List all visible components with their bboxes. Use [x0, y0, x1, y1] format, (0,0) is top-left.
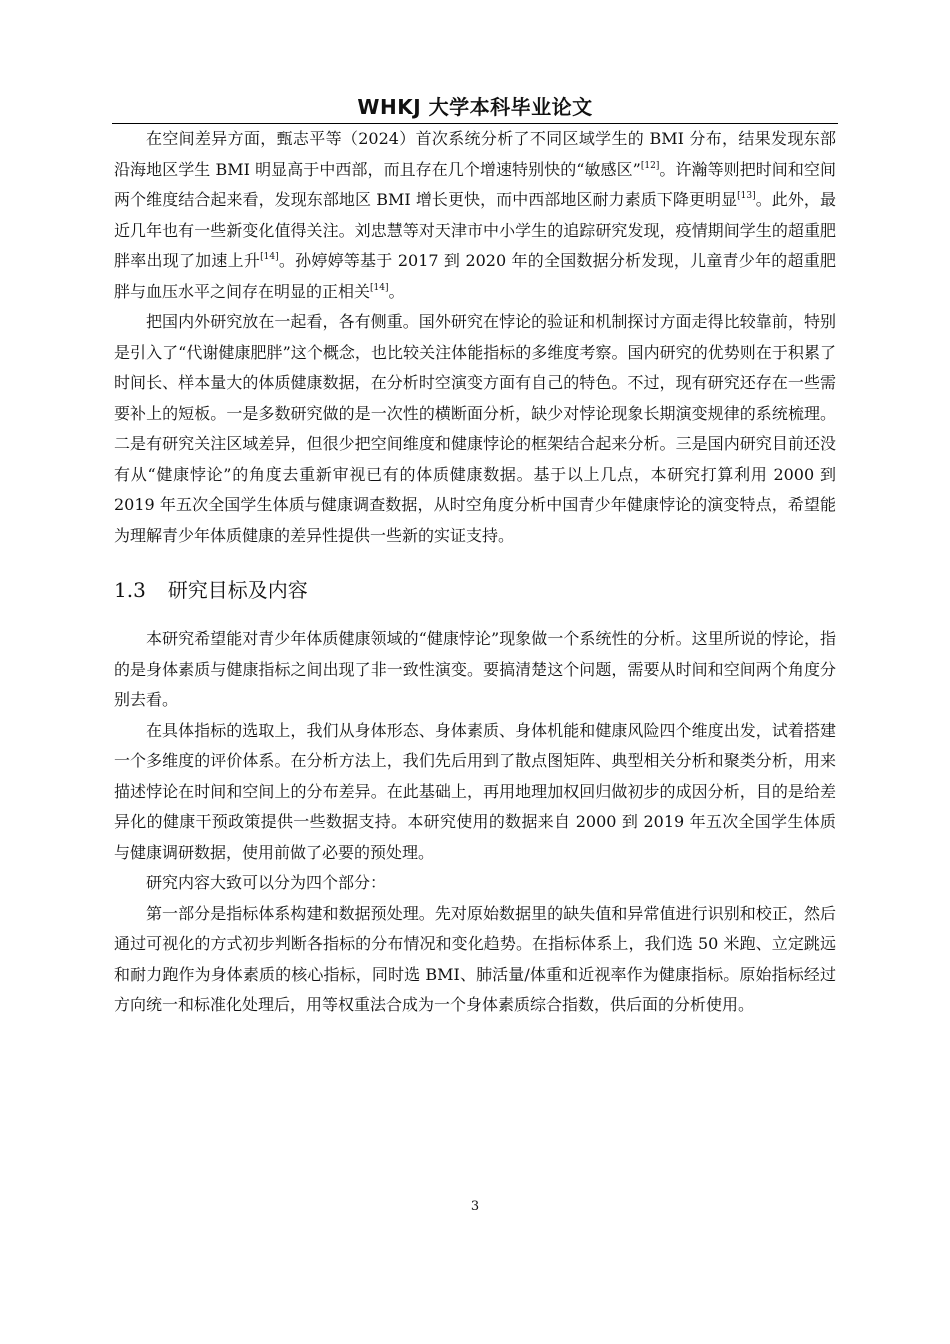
- citation-ref: [14]: [370, 282, 389, 293]
- paragraph-text: 把国内外研究放在一起看，各有侧重。国外研究在悖论的验证和机制探讨方面走得比较靠前，特别是引入了“代谢健康肥胖”这个概念，也比较关注体能指标的多维度考察。国内研究的优势则在于积累了时间长、样本量大的体质健康数据，在分析时空演变方面有自己的特色。不过，现有研究还存在一些需要补上的短板。一是多数研究做的是一次性的横断面分析，缺少对悖论现象长期演变规律的系统梳理。二是有研究关注区域差异，但很少把空间维度和健康悖论的框架结合起来分析。三是国内研究目前还没有从“健康悖论”的角度去重新审视已有的体质健康数据。基于以上几点，本研究打算利用 2000 到 2019 年五次全国学生体质与健康调查数据，从时空角度分析中国青少年健康悖论的演变特点，希望能为理解青少年体质健康的差异性提供一些新的实证支持。: [114, 312, 836, 545]
- body-paragraph: [114, 899, 836, 1021]
- paragraph-text: 。此外，最近几年也有一些新变化值得关注。刘忠慧等对天津市中小学生的追踪研究发现，疫情期间学生的超重肥胖率出现了加速上升: [114, 190, 836, 270]
- body-paragraph: [114, 307, 836, 551]
- section-heading: [114, 576, 836, 604]
- paragraph-text: 在空间差异方面，甄志平等（2024）首次系统分析了不同区域学生的 BMI 分布，结果发现东部沿海地区学生 BMI 明显高于中西部，而且存在几个增速特别快的“敏感区”: [114, 129, 836, 179]
- body-paragraph: [114, 124, 836, 307]
- section-title: 研究目标及内容: [167, 578, 308, 602]
- paragraph-text: 第一部分是指标体系构建和数据预处理。先对原始数据里的缺失值和异常值进行识别和校正，然后通过可视化的方式初步判断各指标的分布情况和变化趋势。在指标体系上，我们选 50 米跑、立定跳远和耐力跑作为身体素质的核心指标，同时选 BMI、肺活量/体重和近视率作为健康指标。原始指标经过方向统一和标准化处理后，用等权重法合成为一个身体素质综合指数，供后面的分析使用。: [114, 903, 836, 1014]
- citation-ref: [13]: [737, 191, 756, 201]
- body-paragraph: [114, 868, 836, 899]
- body-paragraph: [114, 624, 836, 716]
- paragraph-text: 。孙婷婷等基于 2017 到 2020 年的全国数据分析发现，儿童青少年的超重肥胖与血压水平之间存在明显的正相关: [114, 251, 836, 301]
- paragraph-group-after: [114, 624, 836, 1021]
- paragraph-text: 在具体指标的选取上，我们从身体形态、身体素质、身体机能和健康风险四个维度出发，试着搭建一个多维度的评价体系。在分析方法上，我们先后用到了散点图矩阵、典型相关分析和聚类分析，用来描述悖论在时间和空间上的分布差异。在此基础上，再用地理加权回归做初步的成因分析，目的是给差异化的健康干预政策提供一些数据支持。本研究使用的数据来自 2000 到 2019 年五次全国学生体质与健康调研数据，使用前做了必要的预处理。: [114, 720, 836, 862]
- page-number: 3: [470, 1199, 480, 1214]
- paragraph-text: 研究内容大致可以分为四个部分：: [146, 873, 387, 892]
- citation-ref: [14]: [260, 252, 279, 262]
- citation-ref: [12]: [640, 160, 660, 171]
- paragraph-group-before: [114, 124, 836, 551]
- page-header-title: WHKJ 大学本科毕业论文: [357, 95, 593, 119]
- body-paragraph: [114, 716, 836, 869]
- paragraph-text: 本研究希望能对青少年体质健康领域的“健康悖论”现象做一个系统性的分析。这里所说的悖论，指的是身体素质与健康指标之间出现了非一致性演变。要搞清楚这个问题，需要从时间和空间两个角度分别去看。: [114, 629, 836, 709]
- page-body: [114, 124, 836, 1021]
- section-number: 1.3: [114, 578, 146, 602]
- paragraph-text: 。许瀚等则把时间和空间两个维度结合起来看，发现东部地区 BMI 增长更快，而中西部地区耐力素质下降更明显: [114, 159, 836, 209]
- paragraph-text: 。: [388, 281, 405, 301]
